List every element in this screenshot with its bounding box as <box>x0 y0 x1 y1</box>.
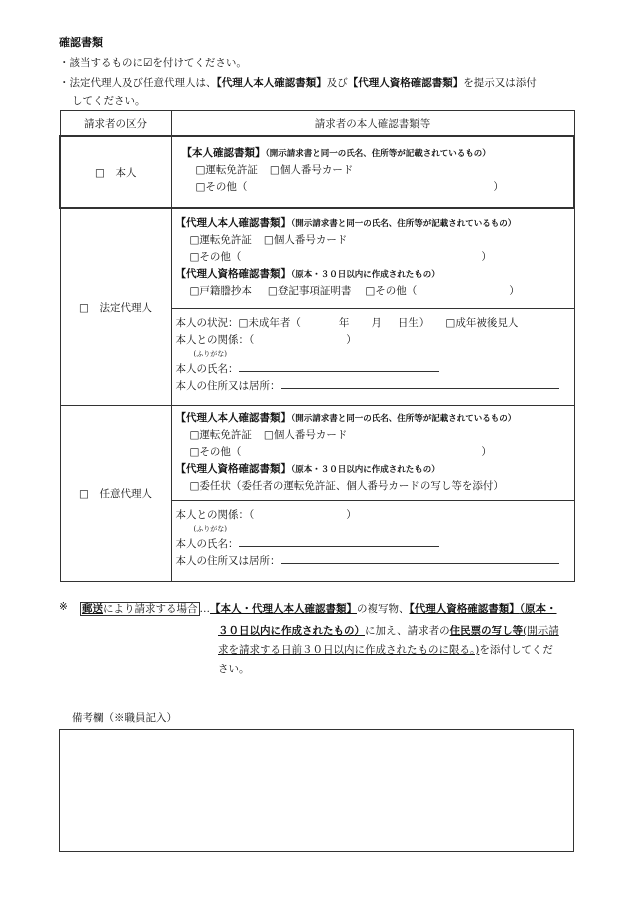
houtei-q-other-close: ） <box>509 285 520 297</box>
honnin-other-close: ） <box>493 181 504 193</box>
houtei-month: 月 <box>371 317 382 329</box>
header-documents: 請求者の本人確認書類等 <box>171 111 574 137</box>
houtei-docs <box>171 208 574 309</box>
note-bold-1: 【本人・代理人本人確認書類】 <box>210 603 357 615</box>
note-end-3: を添付してくだ <box>479 644 553 656</box>
nini-mynumber-checkbox[interactable]: □個人番号カード <box>263 429 348 441</box>
honnin-license-checkbox[interactable]: □運転免許証 <box>195 164 258 176</box>
houtei-koseki-checkbox[interactable]: □戸籍謄抄本 <box>189 285 252 297</box>
instruction-2-and: 及び <box>326 77 348 89</box>
nini-furigana: (ふりがな) <box>193 525 227 533</box>
nini-other-close: ） <box>481 446 492 458</box>
nini-license-checkbox[interactable]: □運転免許証 <box>189 429 252 441</box>
honnin-mynumber-checkbox[interactable]: □個人番号カード <box>269 164 354 176</box>
note-boxed-label <box>80 602 200 616</box>
note-underline-2: 求を請求する日前３０日以内に作成されたものに限る。) <box>218 644 480 656</box>
note-underline-1: (開示請 <box>523 625 559 637</box>
nini-power-of-attorney-checkbox[interactable]: □委任状（委任者の運転免許証、個人番号カードの写し等を添付） <box>189 480 504 492</box>
note-post-word: 郵送 <box>82 603 103 615</box>
houtei-relation-close: ） <box>346 334 357 346</box>
instruction-2 <box>59 75 537 90</box>
confirmation-table <box>59 110 575 582</box>
note-boxed-rest: により請求する場合 <box>103 603 198 615</box>
houtei-license-checkbox[interactable]: □運転免許証 <box>189 234 252 246</box>
nini-doc2-title: 【代理人資格確認書類】 <box>175 463 291 475</box>
note-bold-2: 【代理人資格確認書類】 <box>409 603 520 615</box>
header-category: 請求者の区分 <box>60 111 171 137</box>
remarks-box[interactable] <box>59 729 574 852</box>
note-bold-3: （原本・ <box>519 603 557 615</box>
houtei-address-label: 本人の住所又は居所： <box>175 380 281 392</box>
instruction-2-text: ・法定代理人及び任意代理人は、 <box>59 77 217 89</box>
page-title: 確認書類 <box>59 36 103 49</box>
instruction-2-bold-1: 【代理人本人確認書類】 <box>216 77 327 89</box>
instruction-2-end: を提示又は添付 <box>463 77 537 89</box>
note-dots: … <box>199 603 210 615</box>
nini-name-field[interactable] <box>239 535 439 547</box>
houtei-address-field[interactable] <box>281 377 559 389</box>
note-mark: ※ <box>59 601 68 613</box>
nini-address-field[interactable] <box>281 552 559 564</box>
houtei-registry-checkbox[interactable]: □登記事項証明書 <box>267 285 352 297</box>
note-line-4: さい。 <box>218 663 250 675</box>
houtei-other-checkbox[interactable]: □その他（ <box>189 251 242 263</box>
nini-doc2-note: （原本・３０日以内に作成されたもの） <box>291 465 440 475</box>
instruction-2-bold-2: 【代理人資格確認書類】 <box>347 77 464 89</box>
houtei-birthday: 日生） <box>397 317 430 329</box>
remarks-label: 備考欄（※職員記入） <box>72 712 177 724</box>
houtei-status-label: 本人の状況： <box>175 317 239 329</box>
houtei-name-label: 本人の氏名： <box>175 363 239 375</box>
houtei-mynumber-checkbox[interactable]: □個人番号カード <box>263 234 348 246</box>
note-line-2 <box>218 623 559 638</box>
houtei-relation-label: 本人との関係：（ <box>175 334 255 346</box>
houtei-doc2-note: （原本・３０日以内に作成されたもの） <box>291 270 440 280</box>
note-bold-5: 住民票の写し等 <box>449 625 524 637</box>
houtei-furigana: (ふりがな) <box>193 350 227 358</box>
category-houtei[interactable]: □ 法定代理人 <box>60 208 171 406</box>
houtei-doc1-title: 【代理人本人確認書類】 <box>175 217 291 229</box>
nini-relation-close: ） <box>346 509 357 521</box>
nini-doc1-note: （開示請求書と同一の氏名、住所等が記載されているもの） <box>291 414 517 424</box>
honnin-doc-note: （開示請求書と同一の氏名、住所等が記載されているもの） <box>265 149 491 159</box>
category-honnin[interactable]: □ 本人 <box>60 136 171 208</box>
houtei-q-other-checkbox[interactable]: □その他（ <box>365 285 418 297</box>
nini-relation-label: 本人との関係：（ <box>175 509 255 521</box>
note-mid-2: に加え、請求者の <box>365 625 450 637</box>
nini-docs <box>171 406 574 501</box>
nini-name-label: 本人の氏名： <box>175 538 239 550</box>
nini-other-checkbox[interactable]: □その他（ <box>189 446 242 458</box>
honnin-other-checkbox[interactable]: □その他（ <box>195 181 248 193</box>
instruction-2-line2: してください。 <box>72 95 146 107</box>
houtei-other-close: ） <box>481 251 492 263</box>
nini-person-info <box>171 501 574 582</box>
houtei-minor-checkbox[interactable]: □未成年者（ <box>238 317 301 329</box>
note-mid-1: の複写物、 <box>357 603 410 615</box>
houtei-person-info <box>171 309 574 406</box>
honnin-doc-title: 【本人確認書類】 <box>181 147 266 159</box>
category-nini[interactable]: □ 任意代理人 <box>60 406 171 582</box>
honnin-docs <box>171 136 574 208</box>
houtei-doc2-title: 【代理人資格確認書類】 <box>175 268 291 280</box>
houtei-name-field[interactable] <box>239 360 439 372</box>
houtei-year: 年 <box>338 317 350 329</box>
nini-address-label: 本人の住所又は居所： <box>175 555 281 567</box>
note-line-1 <box>80 601 557 616</box>
note-line-3 <box>218 642 553 657</box>
note-bold-4: ３０日以内に作成されたもの） <box>218 625 365 637</box>
houtei-ward-checkbox[interactable]: □成年被後見人 <box>445 317 519 329</box>
nini-doc1-title: 【代理人本人確認書類】 <box>175 412 291 424</box>
houtei-doc1-note: （開示請求書と同一の氏名、住所等が記載されているもの） <box>291 219 517 229</box>
instruction-1: ・該当するものに☑を付けてください。 <box>59 57 247 69</box>
